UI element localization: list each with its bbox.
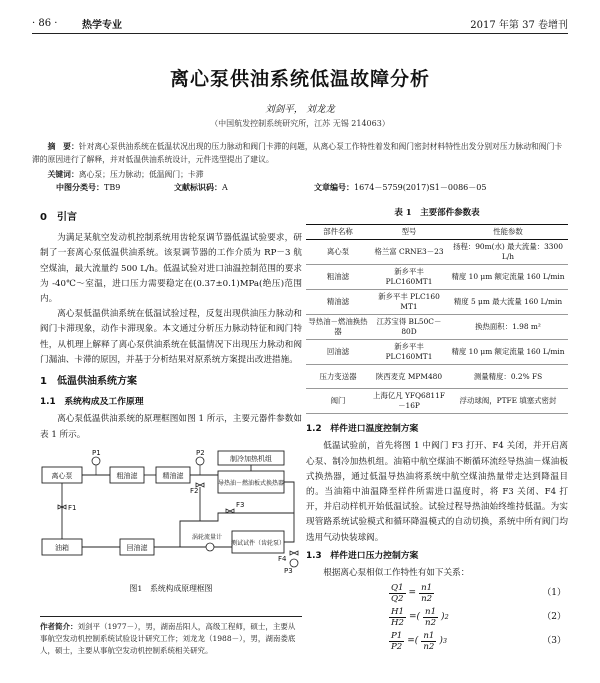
eq3-rhs-den: n2 (423, 641, 435, 652)
section-1-heading: 1 低温供油系统方案 (40, 376, 137, 388)
keywords-text: 离心泵；压力脉动；低温阀门；卡滞 (78, 170, 204, 179)
eq2-exponent: 2 (444, 613, 449, 622)
eq2-lhs-den: H2 (391, 617, 404, 628)
table-cell: 回油滤 (306, 340, 370, 365)
table-cell: 换热面积：1.98 m² (448, 315, 568, 340)
table-cell: 扬程：90m(水) 最大流量：3300 L/h (448, 240, 568, 265)
table-cell: 粗油滤 (306, 265, 370, 290)
table-cell: 上海亿凡 YFQ6811F－16P (370, 389, 448, 414)
table-cell: 新乡平丰 PLC160 MT1 (370, 290, 448, 315)
table-cell: 浮动球阀，PTFE 填塞式密封 (448, 389, 568, 414)
figure-1 (40, 447, 302, 596)
eq3-number: （3） (542, 635, 566, 646)
page-number: · 86 · (32, 17, 58, 29)
footnote-text: 刘剑平（1977－），男，湖南岳阳人，高级工程师，硕士，主要从事航空发动机控制系统试验设计研究工作；刘龙龙（1988－），男，湖南娄底人，硕士，主要从事航空发动机控制系统相关研究。 (40, 622, 296, 655)
system-diagram (40, 447, 302, 579)
section-1-3-heading: 1.3 样件进口压力控制方案 (306, 550, 419, 561)
table-1 (306, 224, 568, 414)
keywords (32, 169, 568, 180)
running-header (32, 14, 568, 32)
refrig-label: 制冷加热机组 (230, 454, 272, 463)
article-affiliation: （中国航发控制系统研究所，江苏 无锡 214063） (210, 119, 390, 128)
table-row (306, 340, 568, 365)
section-1-1-paragraph: 离心泵低温供油系统的原理框图如图 1 所示，主要元器件参数如表 1 所示。 (40, 414, 302, 440)
table-cell: 精度 10 μm 额定流量 160 L/min (448, 340, 568, 365)
equation-3: $\frac{P1}{P2}$ = ( $\frac{n1}{n2}$ ) 3 （3） (391, 630, 566, 652)
table-1-title: 表 1 主要部件参数表 (394, 208, 480, 218)
table-cell: 新乡平丰 PLC160MT1 (370, 265, 448, 290)
doc-code-value: A (222, 183, 228, 192)
tested-label: 测试试件（齿轮泵） (230, 539, 286, 547)
article-authors: 刘剑平， 刘龙龙 (265, 104, 335, 115)
article-number-value: 1674－5759(2017)S1－0086－05 (354, 183, 487, 192)
section-0-paragraph-2: 离心泵低温供油系统在低温试验过程，反复出现供油压力脉动和阀门卡滞现象，动作卡滞现象。本文通过分析压力脉动特征和阀门特性，从机理上解释了离心泵供油系统在低温情况下出现压力脉动和阀门漏油、卡滞的原因，并基于分析结果对原系统方案提出改进措施。 (40, 309, 302, 365)
header-rule (32, 33, 568, 34)
table-header-cell: 性能参数 (493, 227, 523, 237)
eq2-lhs-num: H1 (391, 606, 404, 617)
abstract-label: 摘 要： (47, 142, 79, 151)
article-title: 离心泵供油系统低温故障分析 (169, 68, 430, 90)
eq1-number: （1） (542, 587, 566, 598)
table-header-cell: 部件名称 (323, 227, 353, 237)
table-cell: 压力变送器 (306, 365, 370, 389)
f4-label: F4 (278, 554, 287, 563)
clc-label: 中图分类号： (56, 183, 104, 192)
article-number (314, 182, 486, 193)
table-cell: 格兰富 CRNE3－23 (370, 240, 448, 265)
table-header-row (306, 225, 568, 240)
table-header-cell: 型号 (401, 227, 417, 237)
equation-2: $\frac{H1}{H2}$ = ( $\frac{n1}{n2}$ ) 2 （2） (391, 606, 566, 628)
eq3-lhs-num: P1 (391, 630, 403, 641)
section-0-heading: 0 引言 (40, 212, 77, 223)
p3-label: P3 (284, 566, 293, 575)
author-footnote (40, 616, 302, 657)
section-1-3-paragraph: 根据离心泵相似工作特性有如下关系： (323, 568, 470, 579)
eq2-rhs-num: n1 (425, 606, 437, 617)
hx-label: 导热油－燃油板式换热器 (217, 479, 285, 487)
abstract-text: 针对离心泵供油系统在低温状况出现的压力脉动和阀门卡滞的问题，从离心泵工作特性着发和阀门密封材料特性出发分别对压力脉动和阀门卡滞的原因进行了解释，并对低温供油系统设计，元件选型提出了建议。 (32, 142, 563, 164)
journal-section: 热学专业 (82, 19, 122, 31)
doc-code (174, 182, 314, 193)
f2-label: F2 (190, 486, 199, 495)
table-row (306, 365, 568, 389)
journal-issue: 2017 年第 37 卷增刊 (470, 19, 568, 31)
table-cell: 新乡平丰 PLC160MT1 (370, 340, 448, 365)
section-1-1-heading: 1.1 系统构成及工作原理 (40, 397, 144, 408)
article-number-label: 文章编号： (314, 183, 354, 192)
table-row (306, 240, 568, 265)
f1-label: F1 (68, 503, 77, 512)
section-0-paragraph-1: 为满足某航空发动机控制系统用齿轮泵调节器低温试验要求，研制了一套离心泵低温供油系统。该泵调节器的工作介质为 RP－3 航空煤油，最大流量约 500 L/h。低温试验对进口油温控制范围的要求为 -40℃～室温，进口压力需要稳定在(0.37±0.1)MPa(绝压)范围内。 (40, 233, 302, 305)
return-filter-label: 回油滤 (126, 543, 148, 552)
pump-label: 离心泵 (51, 471, 73, 480)
eq3-lhs-den: P2 (391, 641, 403, 652)
table-row (306, 265, 568, 290)
fine-filter-label: 精油滤 (162, 471, 184, 480)
table-cell: 精度 5 μm 最大流量 160 L/min (448, 290, 568, 315)
clc (56, 182, 174, 193)
doc-code-label: 文献标识码： (174, 183, 222, 192)
table-row (306, 290, 568, 315)
left-column (40, 206, 302, 596)
p1-label: P1 (92, 448, 101, 457)
table-cell: 测量精度：0.2% FS (448, 365, 568, 389)
table-cell: 陕西麦克 MPM480 (370, 365, 448, 389)
tank-label: 油箱 (55, 543, 69, 552)
eq1-rhs-den: n2 (421, 593, 433, 604)
table-cell: 阀门 (306, 389, 370, 414)
table-row (306, 389, 568, 414)
eq1-rhs-num: n1 (421, 582, 433, 593)
p2-label: P2 (196, 448, 205, 457)
eq3-exponent: 3 (442, 637, 447, 646)
footnote-label: 作者简介： (40, 622, 78, 631)
coarse-filter-label: 粗油滤 (116, 471, 138, 480)
eq2-rhs-den: n2 (425, 617, 437, 628)
flowmeter-label: 涡轮流量计 (192, 533, 223, 541)
table-row (306, 315, 568, 340)
section-1-2-paragraph: 低温试验前，首先将图 1 中阀门 F3 打开、F4 关闭，并开启离心泵、制冷加热机组。油箱中航空煤油不断循环流经导热油－煤油板式换热器，通过低温导热油将系统中航空煤油热量带走达到降温目的。当油箱中油温降至样件所需进口温度时，将 F3 关闭、F4 打开，并启动样机开始低温试验。试验过程导热油始终维持低温。为实现管路系统试验模式和循环降温模式的自动切换，系统中所有阀门均选用气动快装球阀。 (306, 441, 568, 543)
table-cell: 离心泵 (306, 240, 370, 265)
eq2-number: （2） (542, 611, 566, 622)
table-cell: 精油滤 (306, 290, 370, 315)
table-cell: 导热油－燃油换热器 (306, 315, 370, 340)
section-1-2-heading: 1.2 样件进口温度控制方案 (306, 424, 419, 435)
table-cell: 江苏宝得 BL50C－80D (370, 315, 448, 340)
eq1-lhs-num: Q1 (391, 582, 404, 593)
figure-1-caption: 图1 系统构成原理框图 (129, 583, 213, 593)
f3-label: F3 (236, 500, 245, 509)
eq1-lhs-den: Q2 (391, 593, 404, 604)
right-column (306, 206, 568, 653)
equation-1: $\frac{Q1}{Q2}$ = $\frac{n1}{n2}$ （1） (391, 582, 566, 604)
keywords-label: 关键词： (47, 170, 79, 179)
clc-value: TB9 (104, 183, 121, 192)
classification-line (56, 182, 568, 193)
abstract (32, 140, 568, 166)
table-cell: 精度 10 μm 额定流量 160 L/min (448, 265, 568, 290)
eq3-rhs-num: n1 (423, 630, 435, 641)
